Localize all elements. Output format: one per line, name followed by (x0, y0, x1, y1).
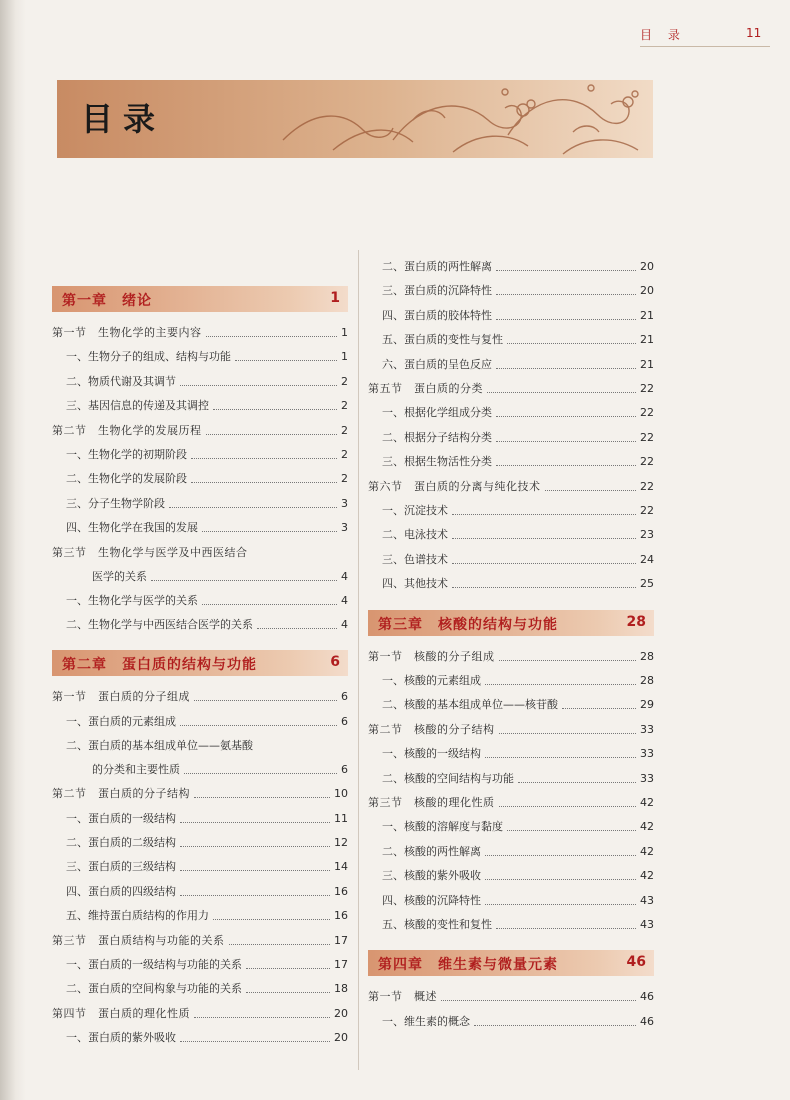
leader-dots (485, 843, 636, 856)
entry-title: 第四节 蛋白质的理化性质 (52, 1006, 190, 1020)
entry-page: 24 (640, 552, 654, 566)
entry-page: 16 (334, 909, 348, 923)
leader-dots (499, 648, 637, 661)
entry-page: 3 (341, 496, 348, 510)
toc-item (382, 356, 654, 374)
toc-item (382, 818, 654, 836)
entry-page: 22 (640, 504, 654, 517)
entry-title: 一、核酸的溶解度与黏度 (382, 820, 503, 834)
entry-title: 二、蛋白质的二级结构 (66, 836, 176, 849)
entry-page: 6 (341, 763, 348, 777)
toc-item (66, 373, 348, 391)
chapter-heading (52, 650, 348, 676)
toc-item (66, 348, 348, 366)
entry-title: 一、生物分子的组成、结构与功能 (66, 350, 231, 364)
toc-entry-continuation (92, 568, 348, 586)
entry-title: 二、根据分子结构分类 (382, 430, 492, 444)
toc-title: 目录 (81, 100, 166, 138)
entry-page: 23 (640, 528, 654, 542)
leader-dots (499, 794, 637, 807)
toc-item (66, 519, 348, 537)
entry-page: 17 (334, 958, 348, 971)
running-head: 目 录 (640, 28, 686, 42)
entry-title: 五、维持蛋白质结构的作用力 (66, 909, 209, 923)
leader-dots (485, 867, 636, 880)
leader-dots (496, 404, 636, 417)
toc-item (66, 1029, 348, 1047)
chapter-heading (368, 950, 654, 976)
toc-item (382, 551, 654, 569)
entry-page: 4 (341, 618, 348, 631)
leader-dots (507, 818, 636, 831)
chapter-page: 28 (626, 613, 646, 630)
entry-page: 21 (640, 357, 654, 371)
entry-page: 42 (640, 869, 654, 883)
toc-item (382, 696, 654, 714)
entry-page: 21 (640, 333, 654, 347)
entry-title: 一、蛋白质的紫外吸收 (66, 1031, 176, 1045)
toc-item (382, 867, 654, 885)
leader-dots (485, 745, 636, 758)
entry-title: 三、蛋白质的沉降特性 (382, 284, 492, 298)
entry-title: 四、蛋白质的胶体特性 (382, 308, 492, 322)
entry-page: 18 (334, 982, 348, 996)
entry-title: 二、蛋白质的基本组成单位——氨基酸 (66, 739, 253, 753)
entry-page: 4 (341, 569, 348, 583)
toc-item (382, 892, 654, 910)
entry-title: 二、核酸的两性解离 (382, 844, 481, 858)
entry-page: 4 (341, 593, 348, 607)
chapter-page: 6 (330, 654, 340, 671)
toc-item (382, 404, 654, 422)
entry-title: 四、生物化学在我国的发展 (66, 521, 198, 535)
leader-dots (206, 324, 338, 337)
toc-item (382, 672, 654, 690)
entry-page: 1 (341, 326, 348, 339)
leader-dots (441, 988, 636, 1001)
entry-title: 第一节 概述 (368, 990, 437, 1004)
toc-section (368, 478, 654, 496)
entry-page: 22 (640, 430, 654, 444)
leader-dots (184, 761, 337, 774)
entry-page: 43 (640, 918, 654, 931)
toc-item (382, 307, 654, 325)
entry-title: 一、维生素的概念 (382, 1014, 470, 1028)
entry-title: 第二节 核酸的分子结构 (368, 722, 495, 736)
entry-page: 21 (640, 308, 654, 322)
entry-page: 46 (640, 990, 654, 1004)
toc-item (382, 282, 654, 300)
entry-title-continued: 的分类和主要性质 (92, 763, 180, 777)
chapter-heading (368, 610, 654, 636)
toc-section (52, 932, 348, 950)
leader-dots (496, 916, 636, 929)
toc-item (66, 956, 348, 974)
leader-dots (229, 932, 331, 945)
leader-dots (485, 672, 636, 685)
toc-section (368, 380, 654, 398)
entry-page: 33 (640, 771, 654, 785)
entry-title: 五、蛋白质的变性与复性 (382, 333, 503, 347)
toc-section (368, 794, 654, 812)
chapter-page: 1 (330, 290, 340, 306)
leader-dots (545, 478, 637, 491)
entry-page: 29 (640, 698, 654, 712)
entry-title: 二、生物化学与中西医结合医学的关系 (66, 618, 253, 631)
toc-section (52, 422, 348, 440)
entry-title: 三、核酸的紫外吸收 (382, 869, 481, 883)
entry-title: 四、核酸的沉降特性 (382, 893, 481, 907)
toc-item (382, 843, 654, 861)
toc-item (66, 834, 348, 852)
toc-item (382, 916, 654, 934)
leader-dots (246, 956, 330, 969)
toc-item (66, 592, 348, 610)
entry-title: 一、沉淀技术 (382, 504, 448, 517)
toc-item (382, 745, 654, 763)
header-rule (640, 46, 770, 47)
leader-dots (180, 1029, 330, 1042)
entry-page: 2 (341, 399, 348, 413)
entry-title: 二、蛋白质的空间构象与功能的关系 (66, 982, 242, 996)
toc-item (382, 526, 654, 544)
toc-item (382, 502, 654, 520)
entry-page: 3 (341, 521, 348, 535)
leader-dots (562, 696, 636, 709)
entry-title: 一、蛋白质的一级结构与功能的关系 (66, 958, 242, 971)
entry-page: 22 (640, 455, 654, 469)
leader-dots (257, 616, 337, 629)
entry-title: 一、生物化学与医学的关系 (66, 593, 198, 607)
toc-entry-continuation (92, 761, 348, 779)
entry-page: 12 (334, 836, 348, 849)
toc-item (66, 858, 348, 876)
toc-item (66, 446, 348, 464)
entry-title: 第二节 生物化学的发展历程 (52, 423, 202, 437)
entry-title: 二、电泳技术 (382, 528, 448, 542)
toc-item (382, 1013, 654, 1031)
toc-section (52, 688, 348, 706)
entry-title: 一、蛋白质的一级结构 (66, 811, 176, 825)
leader-dots (191, 470, 337, 483)
leader-dots (180, 883, 330, 896)
leader-dots (151, 568, 337, 581)
entry-page: 25 (640, 577, 654, 591)
leader-dots (180, 373, 337, 386)
entry-title: 六、蛋白质的呈色反应 (382, 357, 492, 371)
leader-dots (452, 551, 636, 564)
leader-dots (452, 502, 636, 515)
entry-title: 二、蛋白质的两性解离 (382, 260, 492, 273)
entry-page: 20 (334, 1031, 348, 1045)
entry-page: 20 (334, 1006, 348, 1020)
entry-title: 二、生物化学的发展阶段 (66, 472, 187, 486)
leader-dots (202, 592, 337, 605)
leader-dots (518, 770, 636, 783)
toc-item (66, 907, 348, 925)
toc-item (66, 616, 348, 634)
leader-dots (496, 282, 636, 295)
chapter-heading (52, 286, 348, 312)
entry-page: 6 (341, 714, 348, 728)
entry-page: 10 (334, 787, 348, 801)
entry-page: 33 (640, 722, 654, 736)
toc-item (66, 713, 348, 731)
toc-item (382, 453, 654, 471)
entry-page: 20 (640, 260, 654, 273)
leader-dots (180, 858, 330, 871)
entry-title: 二、物质代谢及其调节 (66, 374, 176, 388)
entry-page: 2 (341, 472, 348, 486)
wave-pattern-icon (273, 80, 653, 158)
entry-title-continued: 医学的关系 (92, 569, 147, 583)
entry-page: 2 (341, 374, 348, 388)
entry-page: 16 (334, 884, 348, 898)
chapter-title: 第三章 核酸的结构与功能 (378, 616, 558, 633)
entry-title: 第三节 生物化学与医学及中西医结合 (52, 545, 248, 559)
entry-page: 33 (640, 747, 654, 761)
entry-title: 第三节 核酸的理化性质 (368, 796, 495, 809)
leader-dots (194, 785, 330, 798)
leader-dots (496, 307, 636, 320)
toc-section (368, 988, 654, 1006)
toc-section (52, 785, 348, 803)
entry-page: 42 (640, 820, 654, 834)
entry-title: 四、蛋白质的四级结构 (66, 884, 176, 898)
entry-page: 1 (341, 350, 348, 364)
leader-dots (206, 422, 338, 435)
leader-dots (213, 907, 330, 920)
leader-dots (452, 575, 636, 588)
entry-title: 三、基因信息的传递及其调控 (66, 399, 209, 413)
leader-dots (194, 1005, 330, 1018)
leader-dots (169, 495, 337, 508)
entry-page: 42 (640, 844, 654, 858)
chapter-page: 46 (626, 954, 646, 971)
toc-section (52, 544, 248, 562)
leader-dots (180, 834, 330, 847)
leader-dots (194, 688, 337, 701)
leader-dots (452, 526, 636, 539)
entry-page: 20 (640, 284, 654, 298)
entry-page: 43 (640, 893, 654, 907)
entry-title: 第一节 蛋白质的分子组成 (52, 690, 190, 704)
entry-title: 第六节 蛋白质的分离与纯化技术 (368, 479, 541, 493)
toc-item (66, 980, 348, 998)
leader-dots (235, 348, 337, 361)
entry-page: 28 (640, 674, 654, 687)
entry-title: 三、色谱技术 (382, 552, 448, 566)
toc-item (66, 737, 253, 755)
toc-item (382, 770, 654, 788)
leader-dots (496, 258, 636, 271)
leader-dots (496, 429, 636, 442)
entry-title: 三、分子生物学阶段 (66, 496, 165, 510)
entry-page: 17 (334, 933, 348, 947)
toc-item (66, 810, 348, 828)
toc-section (52, 1005, 348, 1023)
toc-item (66, 495, 348, 513)
leader-dots (180, 810, 330, 823)
entry-title: 第三节 蛋白质结构与功能的关系 (52, 933, 225, 947)
entry-page: 22 (640, 406, 654, 420)
toc-item (382, 429, 654, 447)
toc-section (368, 721, 654, 739)
entry-title: 第一节 生物化学的主要内容 (52, 326, 202, 339)
book-spine-shadow (0, 0, 26, 1100)
leader-dots (180, 713, 337, 726)
entry-title: 二、核酸的空间结构与功能 (382, 771, 514, 785)
entry-page: 22 (640, 382, 654, 395)
entry-title: 第二节 蛋白质的分子结构 (52, 787, 190, 801)
page-number: 11 (746, 26, 762, 40)
toc-section (52, 324, 348, 342)
chapter-title: 第四章 维生素与微量元素 (378, 957, 558, 974)
entry-page: 11 (334, 811, 348, 825)
leader-dots (191, 446, 337, 459)
entry-title: 三、根据生物活性分类 (382, 455, 492, 469)
entry-page: 22 (640, 479, 654, 493)
entry-title: 第五节 蛋白质的分类 (368, 382, 483, 395)
toc-banner (57, 80, 653, 158)
entry-title: 一、核酸的一级结构 (382, 747, 481, 761)
toc-item (66, 470, 348, 488)
chapter-title: 第一章 绪论 (62, 293, 152, 309)
leader-dots (485, 892, 636, 905)
leader-dots (499, 721, 637, 734)
leader-dots (246, 980, 330, 993)
entry-title: 二、核酸的基本组成单位——核苷酸 (382, 698, 558, 712)
leader-dots (496, 453, 636, 466)
entry-title: 一、生物化学的初期阶段 (66, 448, 187, 461)
leader-dots (507, 331, 636, 344)
entry-title: 第一节 核酸的分子组成 (368, 649, 495, 663)
entry-page: 28 (640, 649, 654, 663)
entry-title: 一、核酸的元素组成 (382, 674, 481, 687)
toc-section (368, 648, 654, 666)
entry-title: 一、根据化学组成分类 (382, 406, 492, 420)
entry-page: 2 (341, 448, 348, 461)
leader-dots (202, 519, 337, 532)
chapter-title: 第二章 蛋白质的结构与功能 (62, 657, 257, 674)
toc-item (66, 883, 348, 901)
entry-page: 6 (341, 690, 348, 704)
leader-dots (487, 380, 636, 393)
entry-page: 42 (640, 796, 654, 809)
entry-title: 五、核酸的变性和复性 (382, 918, 492, 931)
entry-title: 三、蛋白质的三级结构 (66, 860, 176, 874)
toc-item (382, 575, 654, 593)
entry-page: 14 (334, 860, 348, 874)
toc-item (382, 258, 654, 276)
leader-dots (496, 356, 636, 369)
entry-title: 一、蛋白质的元素组成 (66, 714, 176, 728)
entry-page: 46 (640, 1014, 654, 1028)
leader-dots (213, 397, 337, 410)
entry-title: 四、其他技术 (382, 577, 448, 591)
leader-dots (474, 1013, 636, 1026)
toc-item (382, 331, 654, 349)
toc-item (66, 397, 348, 415)
column-divider (358, 250, 359, 1070)
entry-page: 2 (341, 423, 348, 437)
